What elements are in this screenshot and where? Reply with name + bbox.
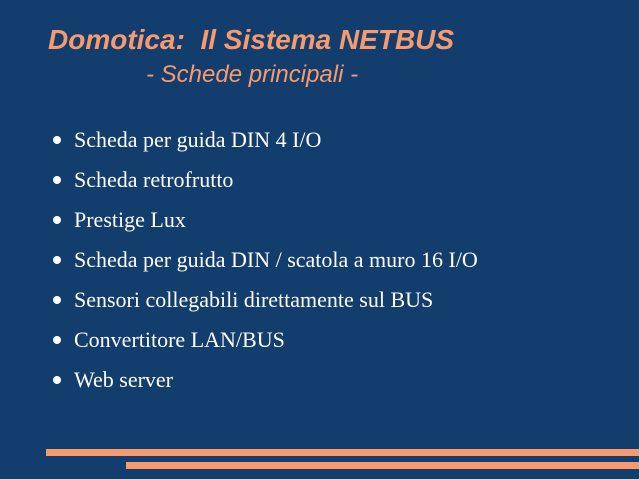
bullet-dot-icon xyxy=(53,176,61,184)
bullet-dot-icon xyxy=(53,216,61,224)
bullet-dot-icon xyxy=(53,296,61,304)
accent-rule-bottom xyxy=(126,462,640,469)
bullet-text: Scheda per guida DIN 4 I/O xyxy=(74,127,322,152)
bullet-dot-icon xyxy=(53,336,61,344)
bullet-text: Convertitore LAN/BUS xyxy=(74,327,285,352)
bullet-text: Scheda per guida DIN / scatola a muro 16 I/O xyxy=(74,247,478,272)
bullet-text: Sensori collegabili direttamente sul BUS xyxy=(74,287,434,312)
bullet-text: Scheda retrofrutto xyxy=(74,167,234,192)
bullet-dot-icon xyxy=(53,136,61,144)
slide-subtitle: - Schede principali - xyxy=(146,61,359,88)
slide-title: Domotica: Il Sistema NETBUS xyxy=(48,24,455,55)
bullet-text: Web server xyxy=(74,367,174,392)
bullet-dot-icon xyxy=(53,376,61,384)
accent-rule-top xyxy=(46,449,640,456)
bullet-text: Prestige Lux xyxy=(74,207,186,232)
bullet-dot-icon xyxy=(53,256,61,264)
